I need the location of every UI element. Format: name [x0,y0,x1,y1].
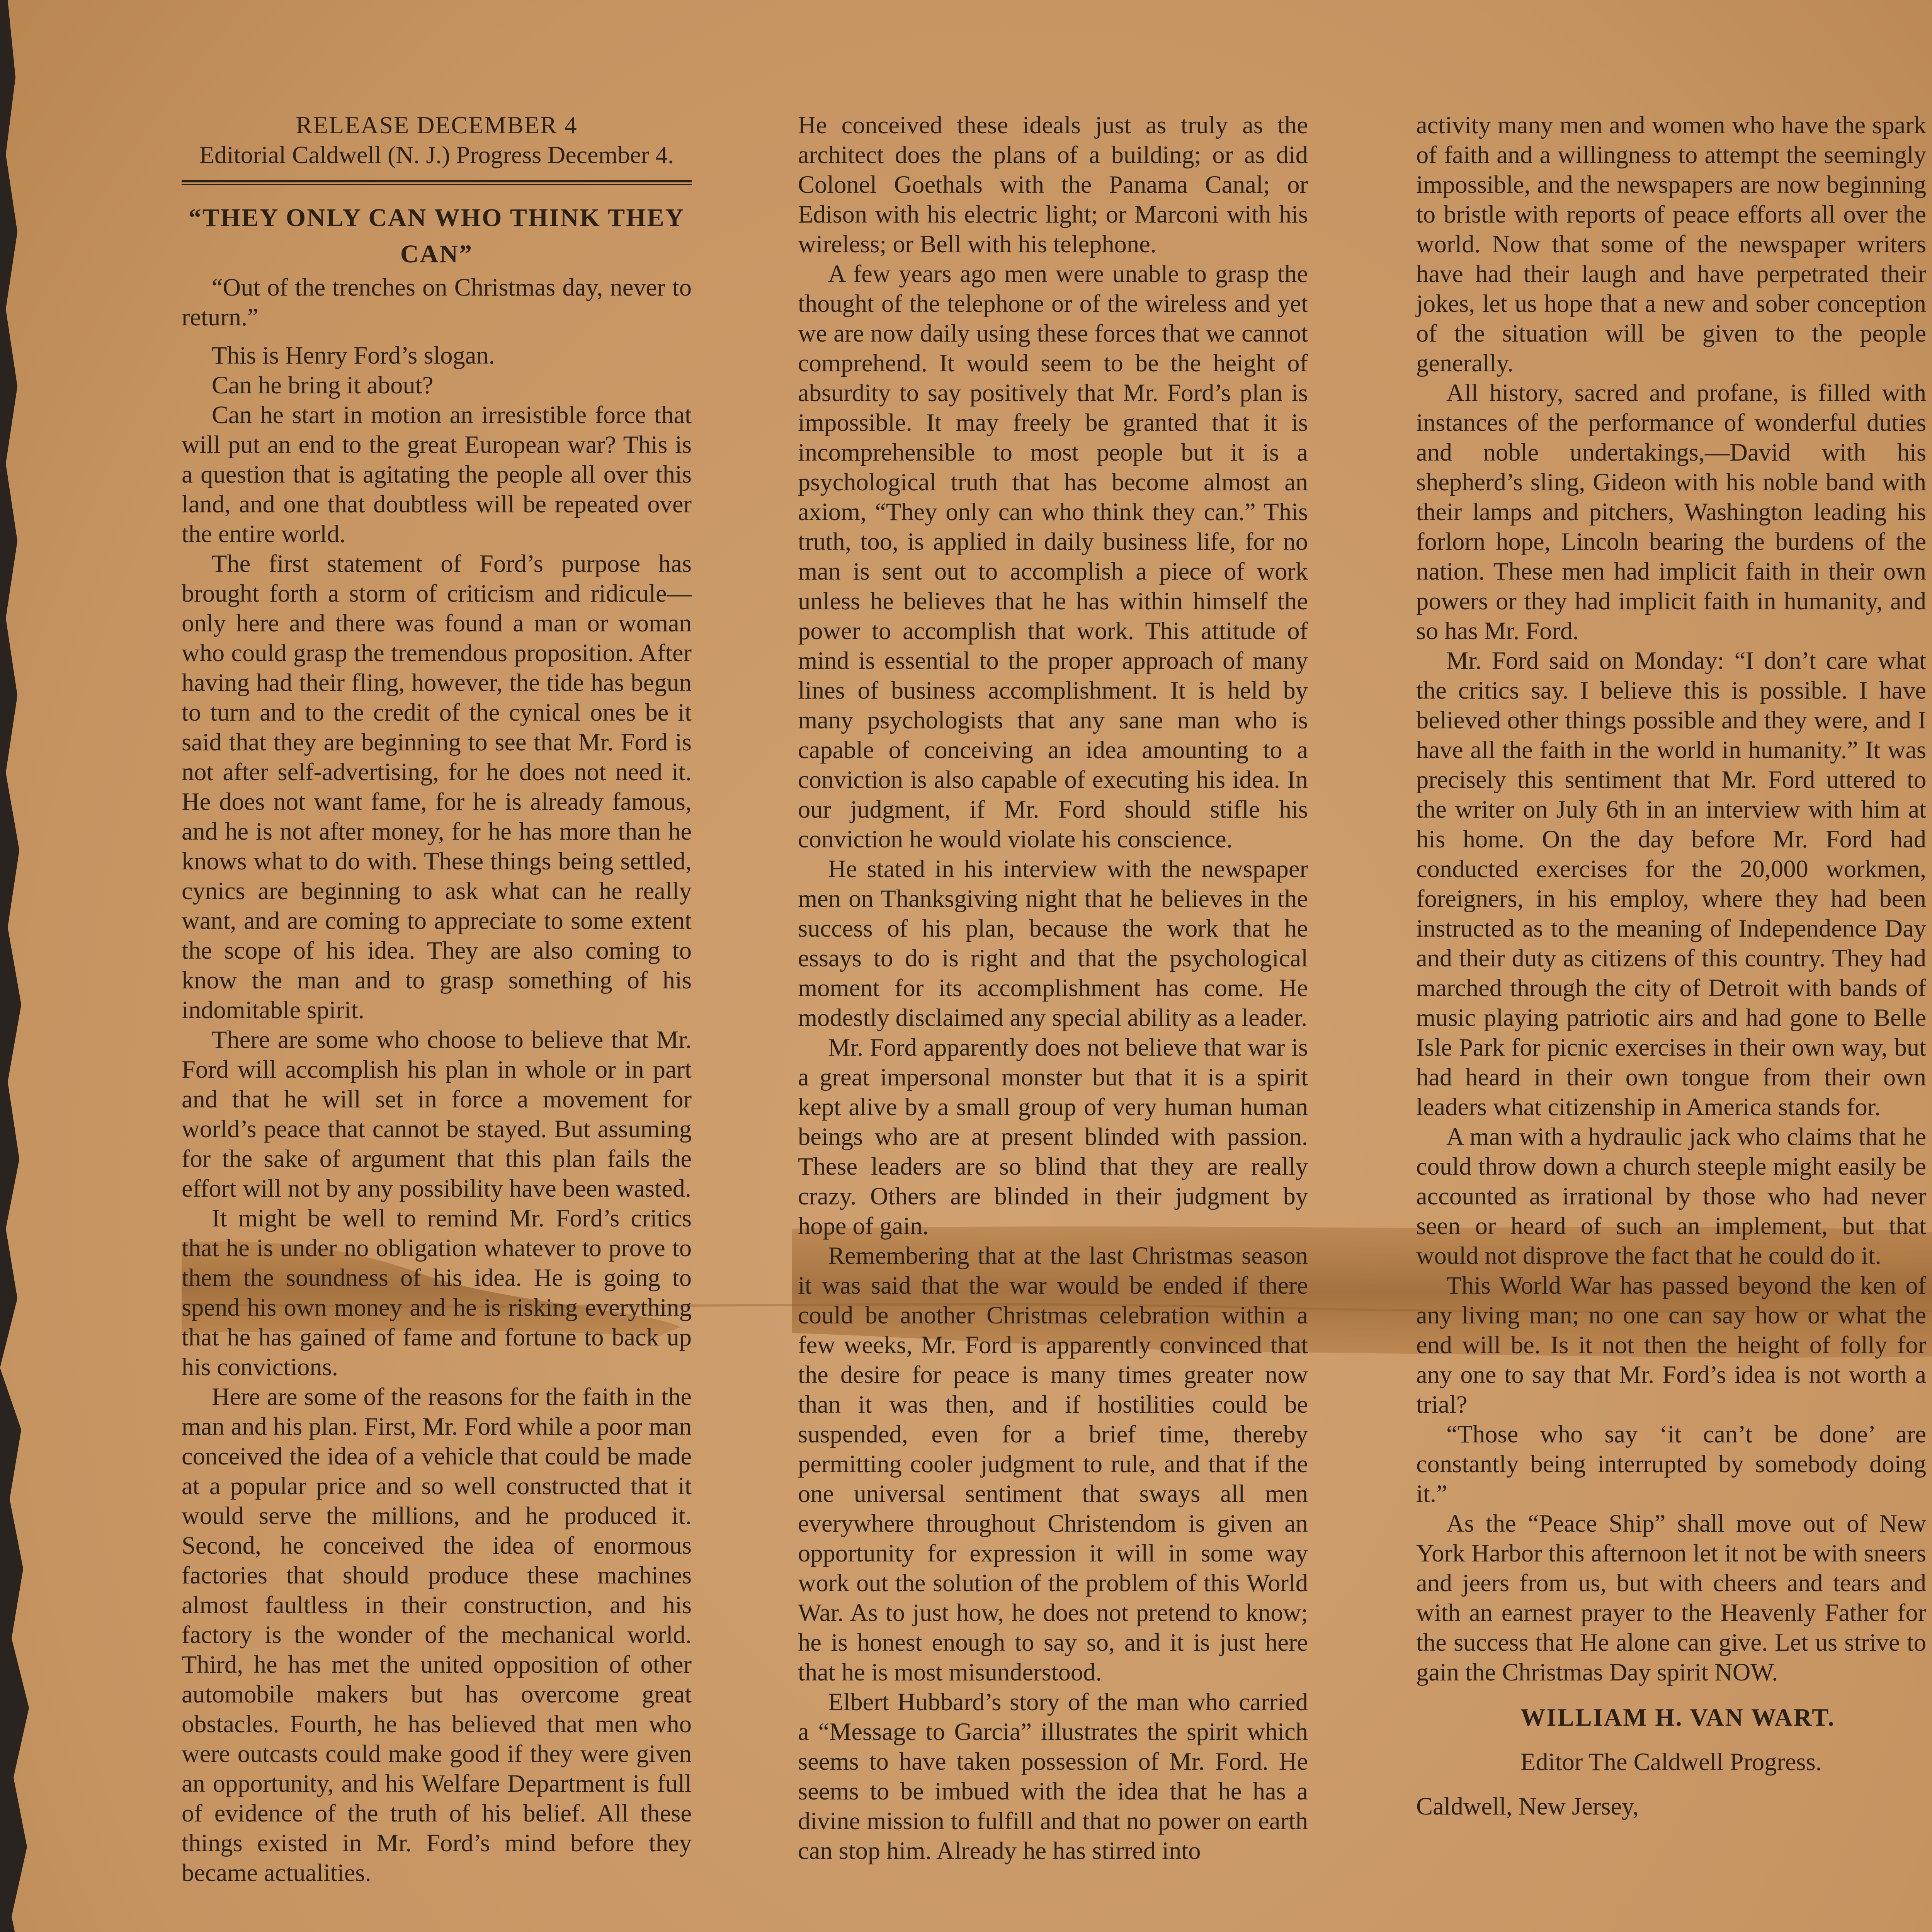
paragraph: A few years ago men were unable to grasp the thought of the telephone or of the wireless and yet we are now daily using these forces that we cannot comprehend. It would seem to be the height of absurdity to say positively that Mr. Ford’s plan is impossible. It may freely be granted that it is incomprehensible to most people but it is a psychological truth that has become almost an axiom, “They only can who think they can.” This truth, too, is applied in daily business life, for no man is sent out to accomplish a piece of work unless he believes that he has within himself the power to accomplish that work. This attitude of mind is essential to the proper approach of many lines of business accomplishment. It is held by many psychologists that any sane man who is capable of conceiving an idea amounting to a conviction is also capable of executing his idea. In our judgment, if Mr. Ford should stifle his conviction he would violate his conscience. [798,260,1308,853]
paragraph: As the “Peace Ship” shall move out of New York Harbor this afternoon let it not be with sneers and jeers from us, but with cheers and tears and with an earnest prayer to the Heavenly Father for the success that He alone can give. Let us strive to gain the Christmas Day spirit NOW. [1416,1510,1926,1686]
paragraph: All history, sacred and profane, is filled with instances of the performance of wonderful duties and noble undertakings,—David with his shepherd’s sling, Gideon with his noble band with their lamps and pitchers, Washington leading his forlorn hope, Lincoln bearing the burdens of the nation. These men had implicit faith in their own powers or they had implicit faith in humanity, and so has Mr. Ford. [1416,379,1926,645]
paragraph: Mr. Ford apparently does not believe that war is a great impersonal monster but that it is a spirit kept alive by a small group of very human human beings who are at present blinded with passion. These leaders are so blind that they are really crazy. Others are blinded in their judgment by hope of gain. [798,1034,1308,1240]
paragraph: Can he bring it about? [212,371,434,399]
paragraph: “Those who say ‘it can’t be done’ are constantly being interrupted by somebody doing it.” [1416,1420,1926,1507]
paragraph: Can he start in motion an irresistible force that will put an end to the great European war? This is a question that is agitating the people all over this land, and one that doubtless will be repeated over the entire world. [182,401,692,548]
paragraph: Remembering that at the last Christmas season it was said that the war would be ended if there could be another Christmas celebration within a few weeks, Mr. Ford is apparently convinced that the desire for peace is many times greater now than it was then, and if hostilities could be suspended, even for a brief time, thereby permitting cooler judgment to rule, and that if the one universal sentiment that sways all men everywhere throughout Christendom is given an opportunity for expression it will in some way work out the solution of the problem of this World War. As to just how, he does not pretend to know; he is honest enough to say so, and it is just here that he is most misunderstood. [798,1242,1308,1686]
paragraph: This is Henry Ford’s slogan. [212,342,495,369]
paragraph: activity many men and women who have the spark of faith and a willingness to attempt the seemingly impossible, and the newspapers are now beginning to bristle with reports of peace efforts all over the world. Now that some of the newspaper writers have had their laugh and have perpetrated their jokes, let us hope that a new and sober conception of the situation will be given to the people generally. [1416,111,1926,377]
paragraph: “Out of the trenches on Christmas day, never to return.” [182,274,692,331]
author-name: WILLIAM H. VAN WART. [1520,1704,1835,1731]
column-3 [1416,110,1926,1821]
rule-thick [182,180,692,182]
paragraph: Mr. Ford said on Monday: “I don’t care what the critics say. I believe this is possible. I have believed other things possible and they were, and I have all the faith in the world in humanity.” It was precisely this sentiment that Mr. Ford uttered to the writer on July 6th in an interview with him at his home. On the day before Mr. Ford had conducted exercises for the 20,000 workmen, foreigners, in his employ, where they had been instructed as to the meaning of Independence Day and their duty as citizens of this country. They had marched through the city of Detroit with bands of music playing patriotic airs and had gone to Belle Isle Park for picnic exercises in their own way, but had heard in their own tongue from their own leaders what citizenship in America stands for. [1416,647,1926,1121]
paragraph: A man with a hydraulic jack who claims that he could throw down a church steeple might easily be accounted as irrational by those who had never seen or heard of such an implement, but that would not disprove the fact that he could do it. [1416,1123,1926,1269]
paragraph: The first statement of Ford’s purpose has brought forth a storm of criticism and ridicule—only here and there was found a man or woman who could grasp the tremendous proposition. After having had their fling, however, the tide has begun to turn and to the credit of the cynical ones be it said that they are beginning to see that Mr. Ford is not after self-advertising, for he does not need it. He does not want fame, for he is already famous, and he is not after money, for he has more than he knows what to do with. These things being settled, cynics are beginning to ask what can he really want, and are coming to appreciate to some extent the scope of his idea. They are also coming to know the man and to grasp something of his indomitable spirit. [182,550,692,1024]
paragraph: Elbert Hubbard’s story of the man who carried a “Message to Garcia” illustrates the spirit which seems to have taken possession of Mr. Ford. He seems to be imbued with the idea that he has a divine mission to fulfill and that no power on earth can stop him. Already he has stirred into [798,1688,1308,1864]
author-place: Caldwell, New Jersey, [1416,1793,1639,1820]
rule-thin [182,184,692,185]
paragraph: This World War has passed beyond the ken of any living man; no one can say how or what the end will be. Is it not then the height of folly for any one to say that Mr. Ford’s idea is not worth a trial? [1416,1272,1926,1418]
paragraph: It might be well to remind Mr. Ford’s critics that he is under no obligation whatever to prove to them the soundness of his idea. He is going to spend his own money and he is risking everything that he has gained of fame and fortune to back up his convictions. [182,1204,692,1381]
source-line: Editorial Caldwell (N. J.) Progress December 4. [199,141,674,168]
paragraph: There are some who choose to believe that Mr. Ford will accomplish his plan in whole or in part and that he will set in force a movement for world’s peace that cannot be stayed. But assuming for the sake of argument that this plan fails the effort will not by any possibility have been wasted. [182,1026,692,1202]
headline: “THEY ONLY CAN WHO THINK THEY CAN” [188,204,685,268]
paragraph: He stated in his interview with the newspaper men on Thanksgiving night that he believes in the success of his plan, because the work that he essays to do is right and that the psychological moment for its accomplishment has come. He modestly disclaimed any special ability as a leader. [798,855,1308,1031]
paragraph: Here are some of the reasons for the faith in the man and his plan. First, Mr. Ford while a poor man conceived the idea of a vehicle that could be made at a popular price and so well constructed that it would serve the millions, and he produced it. Second, he conceived the idea of enormous factories that should produce these machines almost faultless in their construction, and his factory is the wonder of the mechanical world. Third, he has met the united opposition of other automobile makers but has overcome great obstacles. Fourth, he has believed that men who were outcasts could make good if they were given an opportunity, and his Welfare Department is full of evidence of the truth of his belief. All these things existed in Mr. Ford’s mind before they became actualities. [182,1383,692,1886]
signature-block [1416,1702,1926,1821]
column-1 [182,110,692,1888]
column-2 [798,110,1308,1866]
author-title: Editor The Caldwell Progress. [1520,1748,1822,1776]
release-date: RELEASE DECEMBER 4 [296,111,578,139]
paragraph: He conceived these ideals just as truly as the architect does the plans of a building; or as did Colonel Goethals with the Panama Canal; or Edison with his electric light; or Marconi with his wireless; or Bell with his telephone. [798,111,1308,258]
